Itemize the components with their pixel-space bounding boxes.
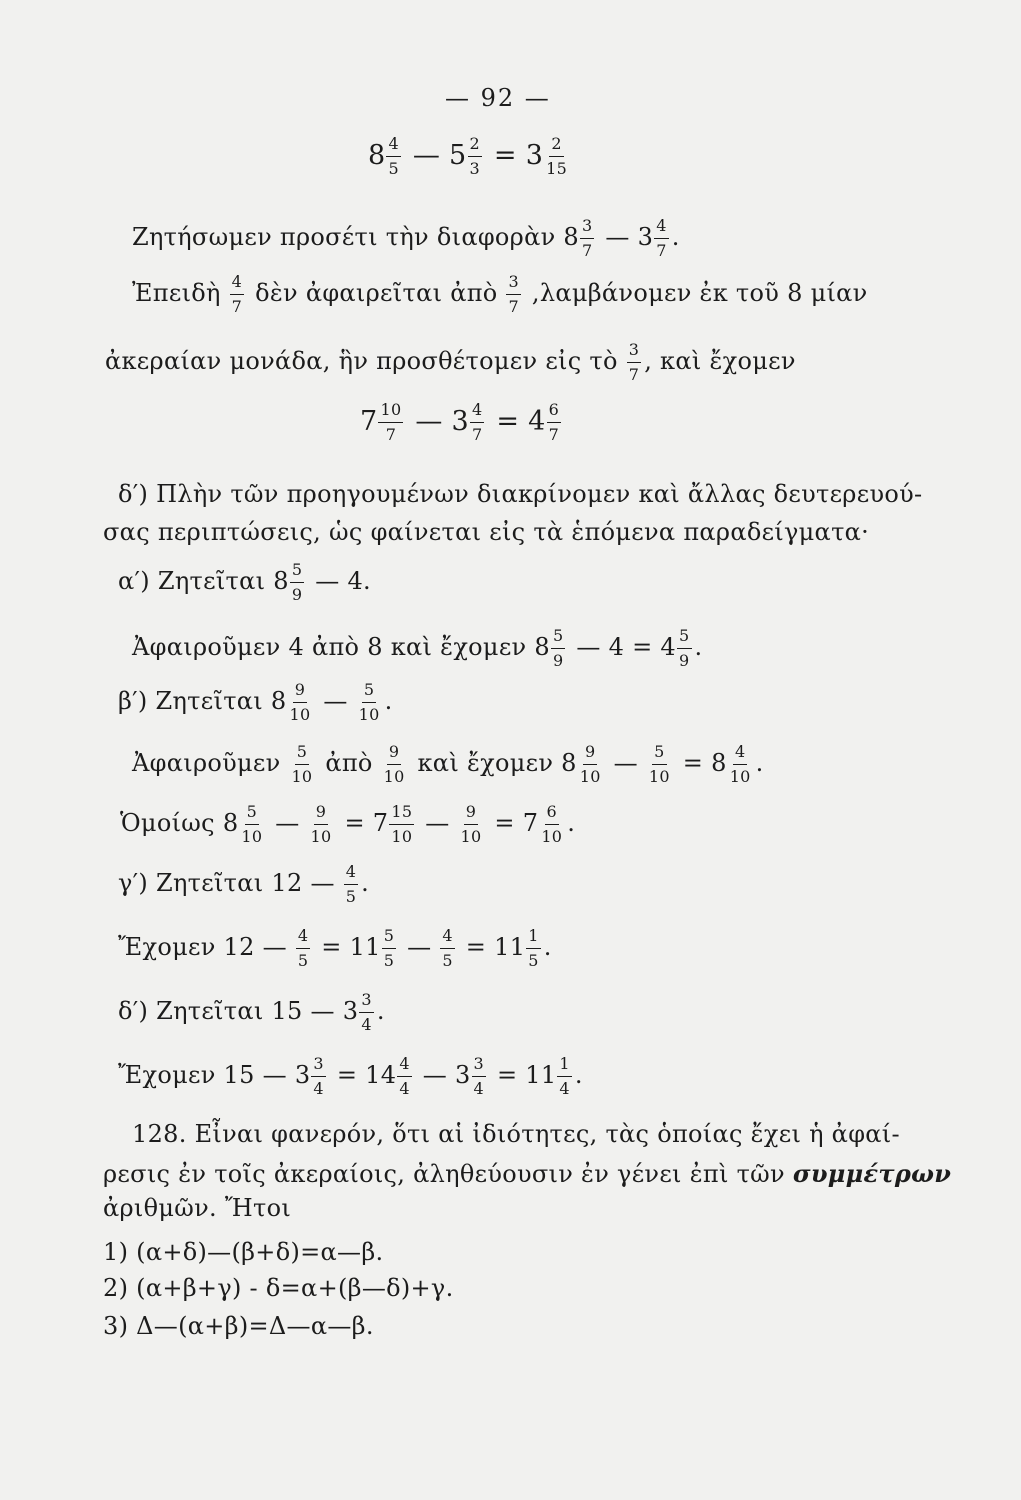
fraction: $\frac{4}{7}$	[656, 216, 667, 260]
identity-1: 1) (α+δ)—(β+δ)=α—β.	[103, 1238, 384, 1266]
text-line-4: ἀκεραίαν μονάδα, ἣν προσθέτομεν εἰς τὸ $\frac{3}{7}$ , καὶ ἔχομεν	[105, 340, 796, 384]
text-line-7: σας περιπτώσεις, ὡς φαίνεται εἰς τὰ ἑπόμενα παραδείγματα·	[103, 518, 870, 546]
fraction: $\frac{1}{5}$	[528, 926, 539, 970]
fraction: $\frac{10}{7}$	[380, 400, 402, 444]
fraction: $\frac{2}{3}$	[469, 134, 480, 178]
fraction: $\frac{5}{9}$	[679, 626, 690, 670]
text-line-14: Ἔχομεν 12 — $\frac{4}{5}$ = 11 $\frac{5}{5}$ — $\frac{4}{5}$ = 11 $\frac{1}{5}$ .	[118, 926, 552, 970]
text-line-6: δ′) Πλὴν τῶν προηγουμένων διακρίνομεν καὶ ἄλλας δευτερευού-	[118, 480, 923, 508]
fraction: $\frac{3}{7}$	[628, 340, 640, 384]
fraction: $\frac{5}{9}$	[552, 626, 564, 670]
fraction: $\frac{9}{10}$	[383, 742, 405, 786]
fraction: $\frac{4}{7}$	[231, 272, 243, 316]
fraction: $\frac{4}{5}$	[388, 134, 399, 178]
text-line-2: Ζητήσωμεν προσέτι τὴν διαφορὰν 8 $\frac{3}{7}$ — 3 $\frac{4}{7}$ .	[132, 216, 680, 260]
identity-2: 2) (α+β+γ) - δ=α+(β—δ)+γ.	[103, 1274, 454, 1302]
fraction: $\frac{5}{10}$	[648, 742, 670, 786]
fraction: $\frac{4}{5}$	[345, 862, 357, 906]
fraction: $\frac{5}{10}$	[291, 742, 313, 786]
fraction: $\frac{15}{10}$	[391, 802, 413, 846]
fraction: $\frac{5}{9}$	[291, 560, 303, 604]
example-d: δ′) Ζητεῖται 15 — 3 $\frac{3}{4}$ .	[118, 990, 385, 1034]
fraction: $\frac{5}{10}$	[241, 802, 263, 846]
text-line-3: Ἐπειδὴ $\frac{4}{7}$ δὲν ἀφαιρεῖται ἀπὸ $\frac{3}{7}$ ,λαμβάνομεν ἐκ τοῦ 8 μίαν	[132, 272, 868, 316]
text-line-16: Ἔχομεν 15 — 3 $\frac{3}{4}$ = 14 $\frac{4}{4}$ — 3 $\frac{3}{4}$ = 11 $\frac{1}{4}$ .	[118, 1054, 583, 1098]
fraction: $\frac{4}{10}$	[729, 742, 751, 786]
fraction: $\frac{5}{5}$	[383, 926, 395, 970]
fraction: $\frac{9}{10}$	[289, 680, 311, 724]
example-a: α′) Ζητεῖται 8 $\frac{5}{9}$ — 4.	[118, 560, 371, 604]
fraction: $\frac{3}{7}$	[581, 216, 593, 260]
fraction: $\frac{9}{10}$	[310, 802, 332, 846]
text-line-11: Ἀφαιροῦμεν $\frac{5}{10}$ ἀπὸ $\frac{9}{10}$ καὶ ἔχομεν 8 $\frac{9}{10}$ — $\frac{5}{10}$ = 8 $\frac{4}{10}$ .	[132, 742, 764, 786]
fraction: $\frac{4}{5}$	[297, 926, 309, 970]
fraction: $\frac{4}{4}$	[399, 1054, 410, 1098]
fraction: $\frac{3}{4}$	[473, 1054, 485, 1098]
equation-2: 7 $\frac{10}{7}$ — 3 $\frac{4}{7}$ = 4 $\frac{6}{7}$	[360, 400, 560, 444]
fraction: $\frac{3}{4}$	[361, 990, 372, 1034]
fraction: $\frac{3}{7}$	[508, 272, 519, 316]
example-c: γ′) Ζητεῖται 12 — $\frac{4}{5}$ .	[118, 862, 370, 906]
text-line-9: Ἀφαιροῦμεν 4 ἀπὸ 8 καὶ ἔχομεν 8 $\frac{5}{9}$ — 4 = 4 $\frac{5}{9}$ .	[132, 626, 703, 670]
fraction: $\frac{3}{4}$	[313, 1054, 324, 1098]
fraction: $\frac{6}{10}$	[541, 802, 563, 846]
fraction: $\frac{4}{5}$	[442, 926, 453, 970]
emphasis-word: συμμέτρων	[792, 1159, 952, 1188]
fraction: $\frac{9}{10}$	[579, 742, 601, 786]
paragraph-128: 128. Εἶναι φανερόν, ὅτι αἱ ἰδιότητες, τὰς ὁποίας ἔχει ἡ ἀφαί-	[132, 1120, 900, 1148]
fraction: $\frac{6}{7}$	[548, 400, 560, 444]
text-line-12: Ὁμοίως 8 $\frac{5}{10}$ — $\frac{9}{10}$ = 7 $\frac{15}{10}$ — $\frac{9}{10}$ = 7 $\frac{6}{10}$ .	[120, 802, 576, 846]
text-line-18: ρεσις ἐν τοῖς ἀκεραίοις, ἀληθεύουσιν ἐν γένει ἐπὶ τῶν συμμέτρων	[103, 1159, 952, 1188]
text-line-19: ἀριθμῶν. Ἤτοι	[103, 1194, 292, 1222]
example-b: β′) Ζητεῖται 8 $\frac{9}{10}$ — $\frac{5}{10}$ .	[118, 680, 393, 724]
fraction: $\frac{4}{7}$	[472, 400, 483, 444]
fraction: $\frac{2}{15}$	[546, 134, 568, 178]
page-number: — 92 —	[445, 84, 551, 112]
fraction: $\frac{9}{10}$	[460, 802, 482, 846]
fraction: $\frac{5}{10}$	[358, 680, 380, 724]
equation-1: 8 $\frac{4}{5}$ — 5 $\frac{2}{3}$ = 3 $\frac{2}{15}$	[368, 134, 568, 178]
identity-3: 3) Δ—(α+β)=Δ—α—β.	[103, 1312, 374, 1340]
fraction: $\frac{1}{4}$	[559, 1054, 570, 1098]
